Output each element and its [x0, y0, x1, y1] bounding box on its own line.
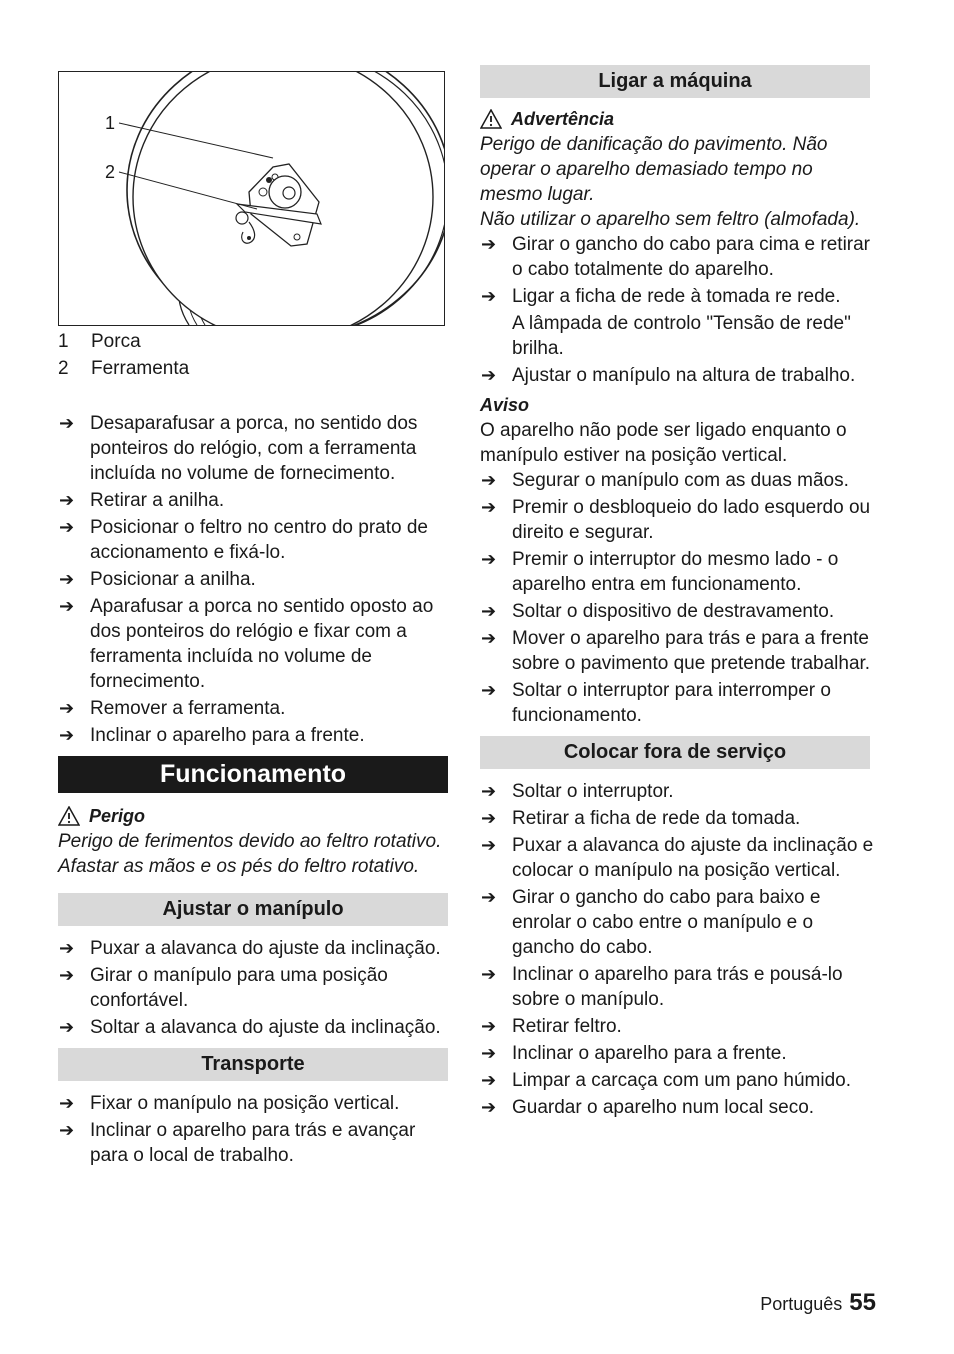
list-item: ➔ Premir o desbloqueio do lado esquerdo ou direito e segurar.: [481, 497, 871, 543]
arrow-icon: ➔: [481, 781, 497, 801]
list-item: ➔ Fixar o manípulo na posição vertical.: [59, 1093, 400, 1114]
arrow-icon: ➔: [59, 517, 75, 537]
list-item: ➔ Remover a ferramenta.: [59, 698, 286, 719]
arrow-icon: ➔: [59, 413, 75, 433]
arrow-icon: ➔: [481, 601, 497, 621]
list-item: ➔ Inclinar o aparelho para trás e avançar para o local de trabalho.: [59, 1120, 416, 1166]
warning-triangle-icon: [480, 109, 502, 129]
list-item: ➔ Soltar o interruptor.: [481, 781, 674, 802]
section-heading-shutdown: Colocar fora de serviço: [480, 736, 870, 769]
arrow-icon: ➔: [481, 286, 497, 306]
list-item: ➔ Inclinar o aparelho para a frente.: [59, 725, 365, 746]
list-item: ➔ Limpar a carcaça com um pano húmido.: [481, 1070, 851, 1091]
start-steps-b: [480, 363, 878, 388]
arrow-icon: ➔: [481, 1043, 497, 1063]
list-item: ➔ Retirar a ficha de rede da tomada.: [481, 808, 801, 829]
arrow-icon: ➔: [59, 725, 75, 745]
adjust-handle-steps: [58, 936, 456, 1040]
figure-drive-plate: [58, 71, 445, 326]
list-item: ➔ Ligar a ficha de rede à tomada re rede.: [481, 286, 841, 307]
warning-triangle-icon: [58, 806, 80, 826]
footer-language: Português: [760, 1294, 843, 1314]
legend-number: 1: [58, 331, 69, 352]
arrow-icon: ➔: [481, 808, 497, 828]
list-item: ➔ Soltar a alavanca do ajuste da inclinação.: [59, 1017, 441, 1038]
list-item: ➔ Mover o aparelho para trás e para a frente sobre o pavimento que pretende trabalhar.: [481, 628, 871, 674]
arrow-icon: ➔: [59, 965, 75, 985]
arrow-icon: ➔: [481, 835, 497, 855]
warning-title: Advertência: [480, 106, 878, 132]
drive-plate-illustration: [59, 72, 444, 325]
list-item: ➔ Guardar o aparelho num local seco.: [481, 1097, 815, 1118]
arrow-icon: ➔: [59, 1120, 75, 1140]
arrow-icon: ➔: [481, 1070, 497, 1090]
legend-text: Porca: [91, 331, 141, 352]
legend-item: [58, 355, 456, 382]
arrow-icon: ➔: [481, 470, 497, 490]
arrow-icon: ➔: [59, 1017, 75, 1037]
list-item: ➔ Girar o gancho do cabo para baixo e enrolar o cabo entre o manípulo e o gancho do cabo.: [481, 887, 821, 958]
arrow-icon: ➔: [59, 1093, 75, 1113]
arrow-icon: ➔: [59, 938, 75, 958]
section-heading-operation: Funcionamento: [58, 756, 448, 793]
warning-text-2: Não utilizar o aparelho sem feltro (almofada).: [480, 209, 861, 230]
arrow-icon: ➔: [481, 680, 497, 700]
arrow-icon: ➔: [481, 628, 497, 648]
list-item: ➔ Segurar o manípulo com as duas mãos.: [481, 470, 849, 491]
list-item: ➔ Retirar a anilha.: [59, 490, 225, 511]
arrow-icon: ➔: [481, 234, 497, 254]
arrow-icon: ➔: [59, 569, 75, 589]
list-item: ➔ Premir o interruptor do mesmo lado - o aparelho entra em funcionamento.: [481, 549, 839, 595]
lamp-note: A lâmpada de controlo "Tensão de rede" brilha.: [512, 313, 851, 359]
transport-steps: [58, 1091, 456, 1168]
list-item: ➔ Girar o manípulo para uma posição confortável.: [59, 965, 388, 1011]
arrow-icon: ➔: [481, 365, 497, 385]
callout-2: 2: [105, 162, 116, 182]
list-item: ➔ Puxar a alavanca do ajuste da inclinação.: [59, 938, 441, 959]
danger-text: Perigo de ferimentos devido ao feltro rotativo. Afastar as mãos e os pés do feltro rotativo.: [58, 831, 442, 877]
legend-number: 2: [58, 358, 69, 379]
section-heading-adjust-handle: Ajustar o manípulo: [58, 893, 448, 926]
arrow-icon: ➔: [481, 1097, 497, 1117]
start-steps-a: [480, 232, 878, 309]
list-item: ➔ Aparafusar a porca no sentido oposto ao dos ponteiros do relógio e fixar com a ferramenta incluída no volume de fornecimento.: [59, 596, 434, 692]
list-item: ➔ Desaparafusar a porca, no sentido dos ponteiros do relógio, com a ferramenta incluída no volume de fornecimento.: [59, 413, 418, 484]
list-item: ➔ Ajustar o manípulo na altura de trabalho.: [481, 365, 856, 386]
legend-item: [58, 328, 456, 355]
list-item: ➔ Soltar o interruptor para interromper o funcionamento.: [481, 680, 831, 726]
arrow-icon: ➔: [481, 549, 497, 569]
arrow-icon: ➔: [481, 887, 497, 907]
section-heading-transport: Transporte: [58, 1048, 448, 1081]
shutdown-steps: [480, 779, 878, 1120]
list-item: ➔ Girar o gancho do cabo para cima e retirar o cabo totalmente do aparelho.: [481, 234, 871, 280]
felt-mounting-steps: [58, 411, 456, 748]
section-heading-start-machine: Ligar a máquina: [480, 65, 870, 98]
arrow-icon: ➔: [481, 964, 497, 984]
arrow-icon: ➔: [59, 490, 75, 510]
left-column: [58, 64, 456, 1170]
list-item: ➔ Puxar a alavanca do ajuste da inclinação e colocar o manípulo na posição vertical.: [481, 835, 874, 881]
figure-legend: [58, 328, 456, 382]
danger-title: Perigo: [58, 803, 456, 829]
list-item: ➔ Soltar o dispositivo de destravamento.: [481, 601, 835, 622]
right-column: [480, 64, 878, 1122]
arrow-icon: ➔: [481, 1016, 497, 1036]
page-number: 55: [849, 1289, 876, 1316]
arrow-icon: ➔: [59, 698, 75, 718]
start-steps-c: [480, 468, 878, 728]
notice-title: Aviso: [480, 395, 530, 415]
arrow-icon: ➔: [59, 596, 75, 616]
list-item: ➔ Inclinar o aparelho para a frente.: [481, 1043, 787, 1064]
page-footer: [760, 1290, 876, 1317]
callout-1: 1: [105, 113, 116, 133]
list-item: ➔ Posicionar a anilha.: [59, 569, 256, 590]
arrow-icon: ➔: [481, 497, 497, 517]
notice-text: O aparelho não pode ser ligado enquanto o manípulo estiver na posição vertical.: [480, 420, 847, 466]
warning-text-1: Perigo de danificação do pavimento. Não operar o aparelho demasiado tempo no mesmo lugar.: [480, 134, 828, 205]
list-item: ➔ Posicionar o feltro no centro do prato de accionamento e fixá-lo.: [59, 517, 428, 563]
list-item: ➔ Inclinar o aparelho para trás e pousá-lo sobre o manípulo.: [481, 964, 843, 1010]
list-item: ➔ Retirar feltro.: [481, 1016, 622, 1037]
legend-text: Ferramenta: [91, 358, 190, 379]
